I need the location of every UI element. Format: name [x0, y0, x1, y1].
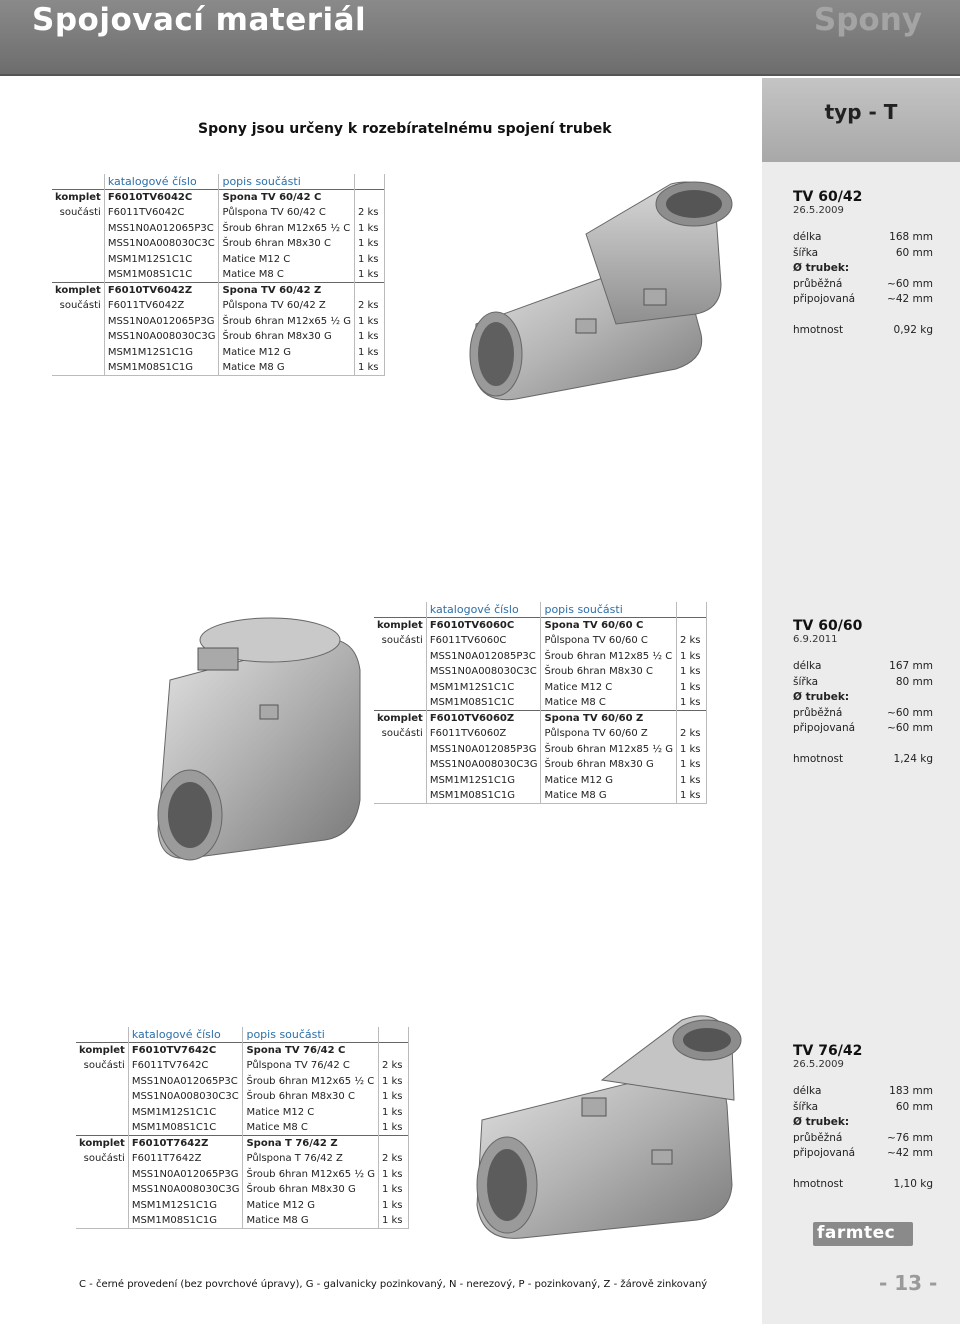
row-label — [76, 1182, 128, 1198]
part-description: Matice M12 C — [541, 680, 676, 696]
t-clamp-tv-60-60-image — [150, 600, 370, 862]
quantity — [354, 283, 384, 299]
row-label: součásti — [83, 1060, 125, 1072]
part-description: Spona T 76/42 Z — [243, 1136, 378, 1152]
spec-connected: připojovaná ~60 mm — [793, 722, 933, 734]
row-label — [374, 649, 426, 665]
table-row — [374, 788, 706, 804]
page-header — [0, 0, 960, 76]
spec-weight: hmotnost 1,24 kg — [793, 752, 933, 765]
spec-block-tv-76-42 — [793, 1043, 933, 1192]
part-description: Půlspona TV 76/42 C — [243, 1058, 378, 1074]
quantity: 1 ks — [676, 649, 706, 665]
spec-width: šířka 60 mm — [793, 1100, 933, 1113]
table-row — [374, 664, 706, 680]
catalog-number: MSM1M08S1C1G — [104, 360, 219, 376]
catalog-number: MSM1M12S1C1G — [128, 1198, 243, 1214]
header-part-description: popis součásti — [243, 1027, 378, 1043]
table-row — [76, 1182, 408, 1198]
quantity: 1 ks — [676, 742, 706, 758]
part-description: Šroub 6hran M12x85 ½ C — [541, 649, 676, 665]
part-description: Půlspona T 76/42 Z — [243, 1151, 378, 1167]
table-row — [76, 1213, 408, 1229]
part-description: Matice M8 C — [541, 695, 676, 711]
row-label: součásti — [59, 300, 101, 312]
header-part-description: popis součásti — [219, 174, 354, 190]
part-description: Matice M12 G — [541, 773, 676, 789]
table-row — [76, 1120, 408, 1136]
quantity: 1 ks — [378, 1198, 408, 1214]
spec-connected: připojovaná ~42 mm — [793, 293, 933, 305]
product-name: TV 60/42 — [793, 189, 863, 205]
table-row — [76, 1043, 408, 1059]
part-description: Šroub 6hran M12x85 ½ G — [541, 742, 676, 758]
row-label — [52, 360, 104, 376]
catalog-number: MSS1N0A008030C3C — [128, 1089, 243, 1105]
row-label — [52, 267, 104, 283]
part-description: Půlspona TV 60/42 C — [219, 205, 354, 221]
spec-width: šířka 60 mm — [793, 246, 933, 259]
product-date: 6.9.2011 — [793, 634, 838, 645]
table-row — [374, 618, 706, 634]
row-label: komplet — [374, 618, 426, 634]
quantity: 1 ks — [354, 329, 384, 345]
quantity: 2 ks — [354, 205, 384, 221]
category-title: Spony — [813, 2, 922, 38]
catalog-number: F6011TV7642C — [128, 1058, 243, 1074]
spec-connected: připojovaná ~42 mm — [793, 1147, 933, 1159]
catalog-number: MSS1N0A008030C3G — [128, 1182, 243, 1198]
product-date: 26.5.2009 — [793, 1059, 844, 1070]
sidebar-type-box — [762, 78, 960, 162]
row-label: komplet — [52, 190, 104, 206]
table-row — [374, 680, 706, 696]
table-row — [52, 345, 384, 361]
catalog-number: MSM1M12S1C1C — [426, 680, 541, 696]
spec-length: délka 183 mm — [793, 1085, 933, 1097]
table-row — [374, 742, 706, 758]
quantity — [378, 1136, 408, 1152]
spec-block-tv-60-60 — [793, 618, 933, 767]
part-description: Matice M8 G — [219, 360, 354, 376]
quantity: 1 ks — [378, 1120, 408, 1136]
parts-table-tv-60-42 — [52, 174, 385, 376]
part-description: Půlspona TV 60/60 C — [541, 633, 676, 649]
spec-block-tv-60-42 — [793, 189, 933, 338]
spec-through: průběžná ~60 mm — [793, 706, 933, 719]
catalog-number: MSS1N0A008030C3G — [426, 757, 541, 773]
quantity — [676, 711, 706, 727]
quantity: 1 ks — [354, 267, 384, 283]
part-description: Matice M8 G — [541, 788, 676, 804]
catalog-number: F6011TV6060C — [426, 633, 541, 649]
table-row — [76, 1136, 408, 1152]
part-description: Matice M12 G — [243, 1198, 378, 1214]
catalog-number: MSS1N0A008030C3C — [104, 236, 219, 252]
catalog-number: MSM1M08S1C1C — [426, 695, 541, 711]
catalog-number: F6010TV7642C — [128, 1043, 243, 1059]
quantity: 1 ks — [354, 221, 384, 237]
part-description: Matice M12 C — [219, 252, 354, 268]
table-row — [374, 726, 706, 742]
catalog-number: MSM1M12S1C1G — [104, 345, 219, 361]
page-subtitle: Spony jsou určeny k rozebíratelnému spojení trubek — [198, 121, 612, 137]
table-row — [76, 1074, 408, 1090]
part-description: Šroub 6hran M12x65 ½ C — [243, 1074, 378, 1090]
row-label — [374, 788, 426, 804]
catalog-number: MSM1M08S1C1C — [128, 1120, 243, 1136]
table-row — [52, 314, 384, 330]
quantity: 1 ks — [354, 360, 384, 376]
quantity: 2 ks — [354, 298, 384, 314]
table-row — [374, 711, 706, 727]
table-row — [52, 236, 384, 252]
type-label: typ - T — [824, 100, 898, 124]
catalog-number: F6011TV6042C — [104, 205, 219, 221]
t-clamp-tv-76-42-image — [452, 1000, 758, 1242]
quantity: 2 ks — [378, 1151, 408, 1167]
part-description: Matice M12 C — [243, 1105, 378, 1121]
row-label — [76, 1105, 128, 1121]
part-description: Matice M8 G — [243, 1213, 378, 1229]
catalog-number: MSS1N0A012065P3G — [128, 1167, 243, 1183]
row-label: komplet — [52, 283, 104, 299]
quantity: 1 ks — [676, 680, 706, 696]
row-label: součásti — [381, 728, 423, 740]
spec-length: délka 168 mm — [793, 231, 933, 243]
row-label: komplet — [374, 711, 426, 727]
table-row — [76, 1105, 408, 1121]
catalog-number: MSS1N0A008030C3C — [426, 664, 541, 680]
quantity — [378, 1043, 408, 1059]
quantity: 1 ks — [378, 1167, 408, 1183]
row-label: součásti — [381, 635, 423, 647]
catalog-number: MSS1N0A012065P3G — [104, 314, 219, 330]
quantity — [354, 190, 384, 206]
catalog-number: F6011TV6042Z — [104, 298, 219, 314]
catalog-number: MSM1M12S1C1C — [128, 1105, 243, 1121]
table-row — [374, 633, 706, 649]
spec-tube-diameter: Ø trubek: — [793, 1116, 850, 1128]
parts-table-tv-60-60 — [374, 602, 707, 804]
part-description: Půlspona TV 60/60 Z — [541, 726, 676, 742]
part-description: Šroub 6hran M8x30 G — [243, 1182, 378, 1198]
spec-tube-diameter: Ø trubek: — [793, 262, 850, 274]
catalog-number: MSM1M08S1C1G — [426, 788, 541, 804]
quantity: 1 ks — [676, 773, 706, 789]
page-title: Spojovací materiál — [32, 2, 367, 38]
spec-through: průběžná ~60 mm — [793, 277, 933, 290]
row-label — [52, 252, 104, 268]
table-header — [76, 1027, 408, 1043]
row-label — [76, 1074, 128, 1090]
quantity: 1 ks — [354, 252, 384, 268]
table-row — [76, 1167, 408, 1183]
row-label — [52, 345, 104, 361]
row-label — [52, 329, 104, 345]
row-label — [76, 1089, 128, 1105]
table-row — [374, 773, 706, 789]
table-row — [52, 329, 384, 345]
row-label — [374, 664, 426, 680]
row-label — [52, 314, 104, 330]
part-description: Šroub 6hran M12x65 ½ G — [243, 1167, 378, 1183]
row-label — [52, 236, 104, 252]
quantity: 1 ks — [354, 314, 384, 330]
quantity: 2 ks — [676, 726, 706, 742]
footer-legend: C - černé provedení (bez povrchové úpravy), G - galvanicky pozinkovaný, N - nerezový, P - pozinkovaný, Z - žárově zinkovaný — [79, 1279, 708, 1290]
part-description: Spona TV 76/42 C — [243, 1043, 378, 1059]
header-catalog-number: katalogové číslo — [426, 602, 541, 618]
catalog-number: F6010TV6060Z — [426, 711, 541, 727]
quantity: 1 ks — [676, 664, 706, 680]
quantity: 1 ks — [378, 1105, 408, 1121]
table-row — [76, 1151, 408, 1167]
catalog-number: MSS1N0A012085P3G — [426, 742, 541, 758]
table-row — [52, 252, 384, 268]
catalog-number: F6010T7642Z — [128, 1136, 243, 1152]
quantity: 1 ks — [676, 695, 706, 711]
table-row — [374, 649, 706, 665]
table-row — [76, 1058, 408, 1074]
table-row — [52, 205, 384, 221]
spec-length: délka 167 mm — [793, 660, 933, 672]
table-row — [374, 757, 706, 773]
table-row — [52, 267, 384, 283]
part-description: Spona TV 60/42 Z — [219, 283, 354, 299]
part-description: Šroub 6hran M8x30 G — [219, 329, 354, 345]
part-description: Matice M12 G — [219, 345, 354, 361]
header-catalog-number: katalogové číslo — [104, 174, 219, 190]
part-description: Matice M8 C — [243, 1120, 378, 1136]
row-label — [374, 757, 426, 773]
row-label — [374, 680, 426, 696]
part-description: Šroub 6hran M12x65 ½ C — [219, 221, 354, 237]
part-description: Šroub 6hran M8x30 C — [243, 1089, 378, 1105]
table-header — [374, 602, 706, 618]
t-clamp-tv-60-42-image — [436, 174, 756, 406]
quantity: 1 ks — [378, 1089, 408, 1105]
table-row — [76, 1089, 408, 1105]
catalog-number: MSS1N0A012085P3C — [426, 649, 541, 665]
catalog-number: MSS1N0A008030C3G — [104, 329, 219, 345]
table-row — [374, 695, 706, 711]
part-description: Spona TV 60/60 Z — [541, 711, 676, 727]
catalog-number: MSM1M08S1C1G — [128, 1213, 243, 1229]
table-row — [52, 190, 384, 206]
page-number: - 13 - — [879, 1271, 938, 1295]
parts-table-tv-76-42 — [76, 1027, 409, 1229]
quantity: 1 ks — [378, 1074, 408, 1090]
catalog-number: MSM1M12S1C1G — [426, 773, 541, 789]
spec-width: šířka 80 mm — [793, 675, 933, 688]
part-description: Spona TV 60/42 C — [219, 190, 354, 206]
table-row — [52, 360, 384, 376]
spec-weight: hmotnost 1,10 kg — [793, 1177, 933, 1190]
table-row — [52, 221, 384, 237]
catalog-number: F6010TV6060C — [426, 618, 541, 634]
product-name: TV 76/42 — [793, 1043, 863, 1059]
catalog-number: F6011TV6060Z — [426, 726, 541, 742]
quantity: 1 ks — [354, 236, 384, 252]
quantity — [676, 618, 706, 634]
quantity: 1 ks — [676, 788, 706, 804]
spec-tube-diameter: Ø trubek: — [793, 691, 850, 703]
catalog-number: F6010TV6042C — [104, 190, 219, 206]
row-label: komplet — [76, 1043, 128, 1059]
spec-through: průběžná ~76 mm — [793, 1131, 933, 1144]
row-label — [76, 1120, 128, 1136]
row-label: komplet — [76, 1136, 128, 1152]
table-header — [52, 174, 384, 190]
row-label: součásti — [83, 1153, 125, 1165]
header-part-description: popis součásti — [541, 602, 676, 618]
quantity: 1 ks — [676, 757, 706, 773]
row-label — [52, 221, 104, 237]
row-label — [76, 1167, 128, 1183]
quantity: 2 ks — [378, 1058, 408, 1074]
catalog-number: F6011T7642Z — [128, 1151, 243, 1167]
catalog-number: MSM1M08S1C1C — [104, 267, 219, 283]
part-description: Matice M8 C — [219, 267, 354, 283]
quantity: 2 ks — [676, 633, 706, 649]
catalog-number: F6010TV6042Z — [104, 283, 219, 299]
part-description: Půlspona TV 60/42 Z — [219, 298, 354, 314]
spec-weight: hmotnost 0,92 kg — [793, 323, 933, 336]
header-catalog-number: katalogové číslo — [128, 1027, 243, 1043]
product-date: 26.5.2009 — [793, 205, 844, 216]
table-row — [52, 298, 384, 314]
catalog-number: MSM1M12S1C1C — [104, 252, 219, 268]
farmtec-logo: farmtec — [813, 1222, 913, 1250]
row-label — [374, 695, 426, 711]
part-description: Šroub 6hran M8x30 C — [541, 664, 676, 680]
part-description: Šroub 6hran M8x30 G — [541, 757, 676, 773]
row-label: součásti — [59, 207, 101, 219]
quantity: 1 ks — [354, 345, 384, 361]
quantity: 1 ks — [378, 1213, 408, 1229]
product-name: TV 60/60 — [793, 618, 863, 634]
table-row — [76, 1198, 408, 1214]
part-description: Šroub 6hran M12x65 ½ G — [219, 314, 354, 330]
table-row — [52, 283, 384, 299]
quantity: 1 ks — [378, 1182, 408, 1198]
part-description: Spona TV 60/60 C — [541, 618, 676, 634]
row-label — [374, 773, 426, 789]
row-label — [374, 742, 426, 758]
part-description: Šroub 6hran M8x30 C — [219, 236, 354, 252]
row-label — [76, 1198, 128, 1214]
catalog-number: MSS1N0A012065P3C — [104, 221, 219, 237]
row-label — [76, 1213, 128, 1229]
catalog-number: MSS1N0A012065P3C — [128, 1074, 243, 1090]
